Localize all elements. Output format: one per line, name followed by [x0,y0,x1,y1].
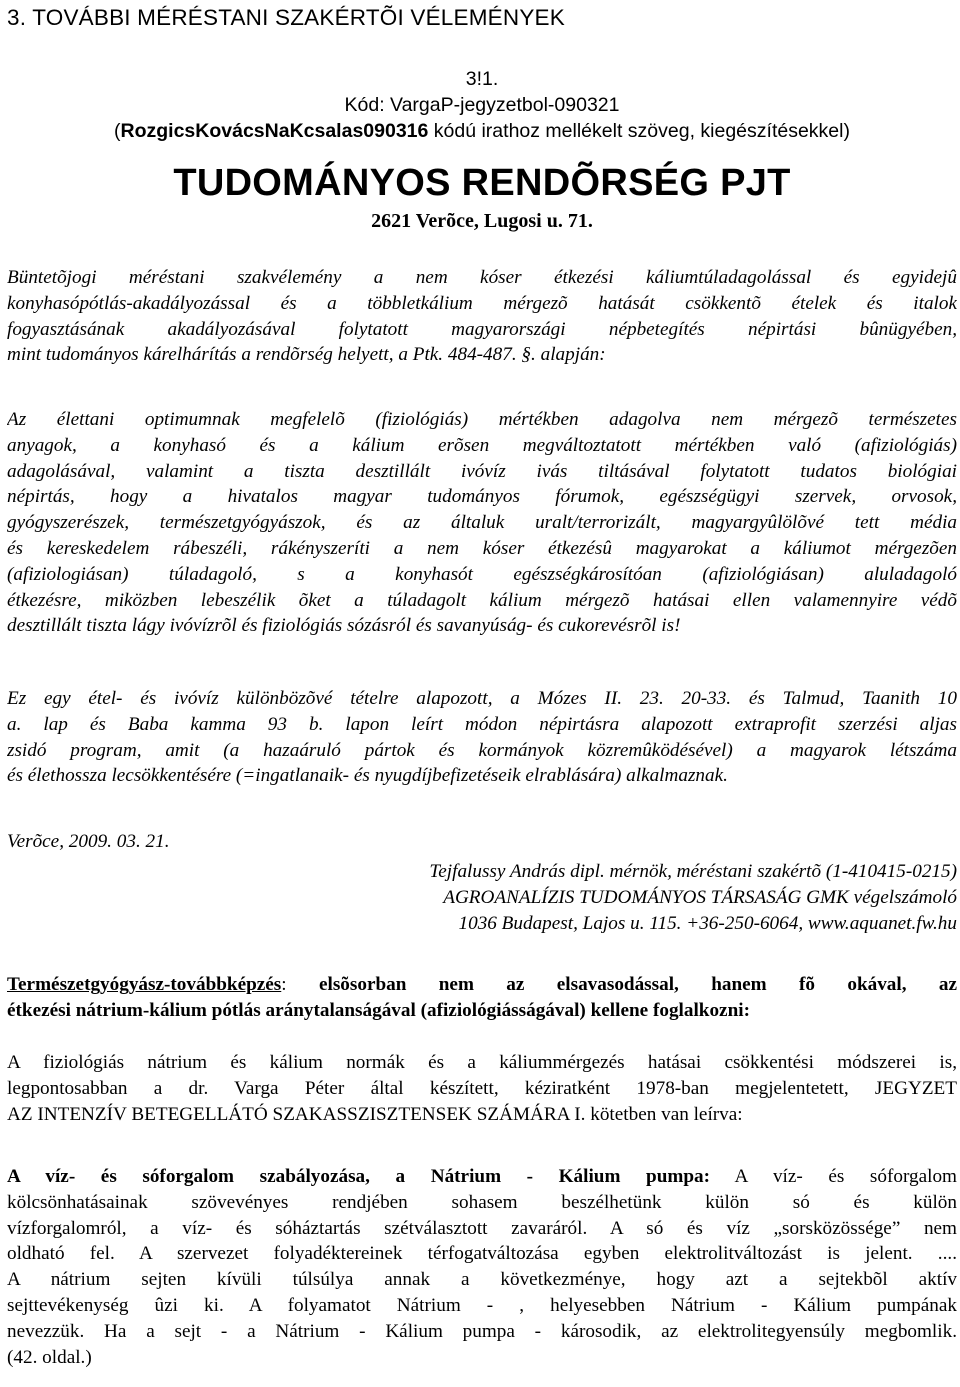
basis-paragraph [7,686,957,789]
section-label: Természetgyógyász-továbbképzés [7,974,282,995]
reference-text-line: AZ INTENZÍV BETEGELLÁTÓ SZAKASSZISZTENSEK SZÁMÁRA I. kötetben van leírva: [7,1103,743,1125]
basis-line: Ez egy étel- és ivóvíz különbözõvé tételre alapozott, a Mózes II. 23. 20-33. és Talmud, Taanith 10 [7,688,957,709]
section-title-line [7,972,957,998]
finding-line: népirtás, hogy a hivatalos magyar tudományos fórumok, egészségügyi szervek, orvosok, [7,486,957,508]
quote-paragraph [7,1164,957,1370]
signature-line: 1036 Budapest, Lajos u. 115. +36-250-6064, www.aquanet.fw.hu [458,912,957,934]
basis-line: a. lap és Baba kamma 93 b. lapon leírt módon népirtásra alapozott extraprofit szerzési aljas [7,713,957,735]
reference-paragraph [7,1050,957,1127]
finding-line: gyógyszerészek, természetgyógyászok, és az általuk uralt/terrorizált, magyargyûlölõvé tett média [7,512,957,534]
basis-line: zsidó program, amit (a hazaáruló pártok és kormányok közremûködésével) a magyarok létszáma [7,739,957,761]
quote-line: kölcsönhatásainak szövevényes rendjében sohasem beszélhetünk külön só és külön [7,1191,957,1213]
quote-line: oldható fel. A szervezet folyadéktereinek térfogatváltozása egyben elektrolitváltozást is jelent. .... [7,1243,957,1265]
quote-bold-lead: A víz- és sóforgalom szabályozása, a Nátrium - Kálium pumpa: [7,1166,711,1187]
finding-paragraph [7,407,957,639]
reference-rest: kódú irathoz mellékelt szöveg, kiegészítésekkel) [428,120,850,142]
reference-text-line: A fiziológiás nátrium és kálium normák és a káliummérgezés hatásai csökkentési módszerei is, [7,1052,957,1073]
signature-line: Tejfalussy András dipl. mérnök, méréstani szakértõ (1-410415-0215) [429,861,957,882]
section-title [7,972,957,1024]
intro-paragraph [7,265,957,368]
organization-name: TUDOMÁNYOS RENDÕRSÉG PJT [173,162,791,204]
finding-line: adagolásával, valamint a tiszta desztillált ivóvíz ivás tiltásával folytatott tudatos biológiai [7,460,957,482]
place-date-text: Verõce, 2009. 03. 21. [7,831,170,852]
signature-line: AGROANALÍZIS TUDOMÁNYOS TÁRSASÁG GMK végelszámoló [443,886,957,908]
header-code: Kód: VargaP-jegyzetbol-090321 [344,94,620,116]
quote-line: sejttevékenység ûzi ki. A folyamatot Nátrium - , helyesebben Nátrium - Kálium pumpának [7,1294,957,1316]
quote-line: (42. oldal.) [7,1346,92,1368]
quote-line [7,1164,957,1190]
quote-line: vízforgalomról, a víz- és sóháztartás szétválasztott zavaráról. A só és víz „sorsközössége” nem [7,1217,957,1239]
quote-line: nevezzük. Ha a sejt - a Nátrium - Kálium pumpa - károsodik, az elektrolitegyensúly megbomlik. [7,1320,957,1342]
finding-line: Az élettani optimumnak megfelelõ (fiziológiás) mértékben adagolva nem mérgezõ természetes [7,409,957,430]
organization-address: 2621 Verõce, Lugosi u. 71. [371,210,593,232]
intro-line: Büntetõjogi méréstani szakvélemény a nem kóser étkezési káliumtúladagolással és egyidejû [7,267,957,288]
reference-open: ( [114,120,121,142]
reference-text-line: legpontosabban a dr. Varga Péter által készített, kéziratként 1978-ban megjelentetett, JEGYZET [7,1077,957,1099]
section-title-rest: elsõsorban nem az elsavasodással, hanem fõ okával, az [318,974,957,995]
finding-line: desztillált tiszta lágy ivóvízrõl és fiziológiás sózásról és savanyúság- és cukorevésrõl is! [7,615,681,637]
finding-line: anyagok, a konyhasó és a kálium erõsen megváltoztatott mértékben való (afiziológiás) [7,434,957,456]
section-title-line: étkezési nátrium-kálium pótlás aránytalanságával (afiziológiásságával) kellene foglalkozni: [7,999,750,1021]
basis-line: és élethossza lecsökkentésére (=ingatlanaik- és nyugdíjbefizetéseik elrablására) alkalmaznak. [7,765,728,787]
finding-line: (afiziologiásan) túladagoló, s a konyhasót egészségkárosítóan (afiziológiásan) aluladagoló [7,563,957,585]
intro-line: fogyasztásának akadályozásával folytatott magyarországi népbetegítés népirtási bûnügyében, [7,318,957,340]
header-reference [7,118,957,144]
quote-line: A nátrium sejten kívüli túlsúlya annak a következménye, hogy azt a sejtekbõl aktív [7,1269,957,1291]
place-date [7,829,957,855]
intro-line: konyhasópótlás-akadályozással és a többletkálium mérgezõ hatását csökkentõ ételek és italok [7,292,957,314]
finding-line: és kereskedelem rábeszéli, rákényszeríti a nem kóser étkezésû magyarokat a káliumot mérgezõen [7,537,957,559]
quote-line1-rest: A víz- és sóforgalom [710,1166,957,1187]
reference-name: RozgicsKovácsNaKcsalas090316 [120,120,429,142]
document-heading: 3. TOVÁBBI MÉRÉSTANI SZAKÉRTÕI VÉLEMÉNYEK [7,5,565,30]
header-number: 3!1. [465,68,499,90]
section-colon: : [281,974,319,995]
signature-block [7,859,957,936]
intro-line: mint tudományos kárelhárítás a rendõrség helyett, a Ptk. 484-487. §. alapján: [7,344,606,366]
finding-line: étkezésre, miközben lebeszélik õket a túladagolt kálium mérgezõ hatásai ellen valamennyire védõ [7,589,957,611]
